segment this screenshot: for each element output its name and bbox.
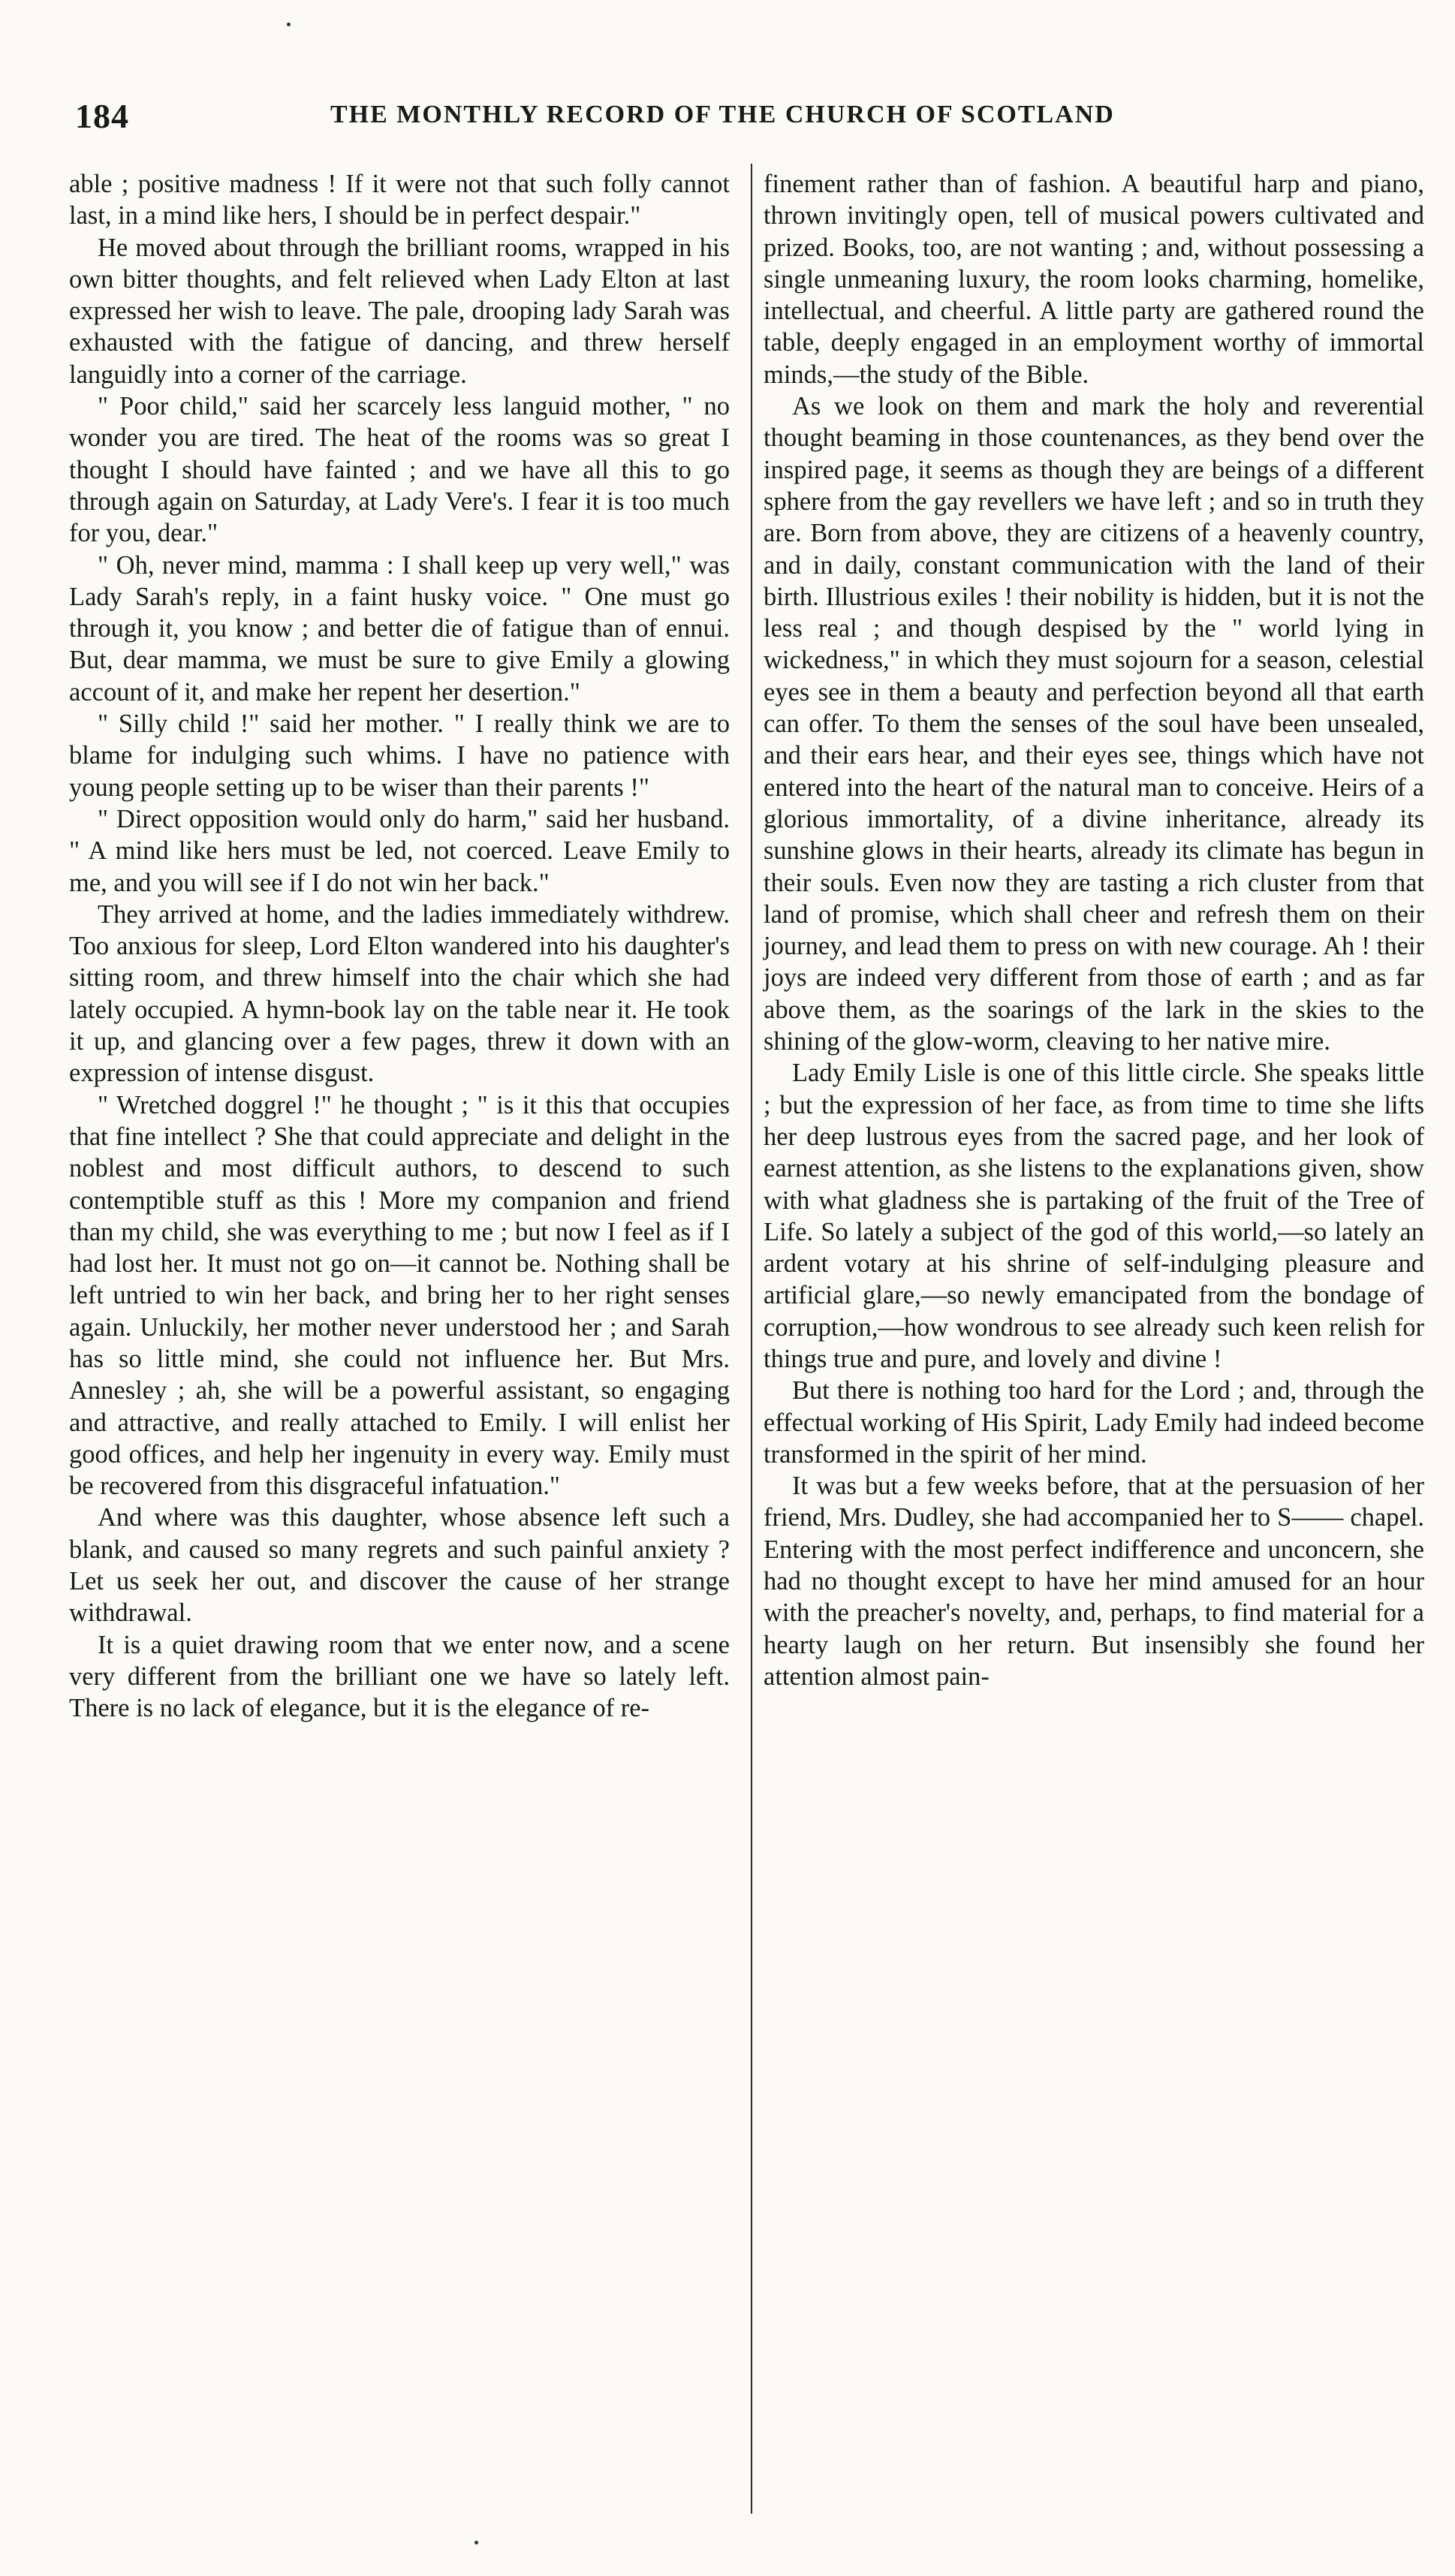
paragraph: " Silly child !" said her mother. " I really think we are to blame for indulging such whims. I have no patience with young people setting up to be wiser than their parents !": [69, 710, 730, 802]
paragraph: It is a quiet drawing room that we enter now, and a scene very different from the brilliant one we have so lately left. There is no lack of elegance, but it is the elegance of re-: [69, 1630, 730, 1723]
paragraph: It was but a few weeks before, that at the persuasion of her friend, Mrs. Dudley, she had accompanied her to S—— chapel. Entering with the most perfect indifference and unconcern, she had no thought except to have her mind amused for an hour with the preacher's novelty, and, perhaps, to find material for a hearty laugh on her return. But insensibly she found her attention almost pain-: [764, 1472, 1424, 1691]
right-column: [764, 168, 1424, 1692]
paragraph: He moved about through the brilliant rooms, wrapped in his own bitter thoughts, and felt relieved when Lady Elton at last expressed her wish to leave. The pale, drooping lady Sarah was exhausted with the fatigue of dancing, and threw herself languidly into a corner of the carriage.: [69, 233, 730, 389]
paragraph: But there is nothing too hard for the Lord ; and, through the effectual working of His Spirit, Lady Emily had indeed become transformed in the spirit of her mind.: [764, 1376, 1424, 1469]
paragraph: And where was this daughter, whose absence left such a blank, and caused so many regrets and such painful anxiety ? Let us seek her out, and discover the cause of her strange withdrawal.: [69, 1503, 730, 1628]
paragraph: " Wretched doggrel !" he thought ; " is it this that occupies that fine intellect ? She that could appreciate and delight in the noblest and most difficult authors, to descend to such contemptible stuff as this ! More my companion and friend than my child, she was everything to me ; but now I feel as if I had lost her. It must not go on—it cannot be. Nothing shall be left untried to win her back, and bring her to her right senses again. Unluckily, her mother never understood her ; and Sarah has so little mind, she could not influence her. But Mrs. Annesley ; ah, she will be a powerful assistant, so engaging and attractive, and really attached to Emily. I will enlist her good offices, and help her ingenuity in every way. Emily must be recovered from this disgraceful infatuation.": [69, 1090, 730, 1501]
paragraph: They arrived at home, and the ladies immediately withdrew. Too anxious for sleep, Lord Elton wandered into his daughter's sitting room, and threw himself into the chair which she had lately occupied. A hymn-book lay on the table near it. He took it up, and glancing over a few pages, threw it down with an expression of intense disgust.: [69, 899, 730, 1088]
running-title: THE MONTHLY RECORD OF THE CHURCH OF SCOTLAND: [330, 101, 1115, 128]
stray-ink-mark: [474, 2541, 478, 2544]
paragraph: " Oh, never mind, mamma : I shall keep up very well," was Lady Sarah's reply, in a faint husky voice. " One must go through it, you know ; and better die of fatigue than of ennui. But, dear mamma, we must be sure to give Emily a glowing account of it, and make her repent her desertion.": [69, 550, 730, 707]
column-divider: [751, 164, 752, 2514]
page-header: [75, 96, 1411, 141]
paragraph: " Direct opposition would only do harm," said her husband. " A mind like hers must be led, not coerced. Leave Emily to me, and you will see if I do not win her back.": [69, 804, 730, 897]
paragraph: " Poor child," said her scarcely less languid mother, " no wonder you are tired. The heat of the rooms was so great I thought I should have fainted ; and we have all this to go through again on Saturday, at Lady Vere's. I fear it is too much for you, dear.": [69, 392, 730, 548]
paragraph: As we look on them and mark the holy and reverential thought beaming in those countenances, as they bend over the inspired page, it seems as though they are beings of a different sphere from the gay revellers we have left ; and so in truth they are. Born from above, they are citizens of a heavenly country, and in daily, constant communication with the land of their birth. Illustrious exiles ! their nobility is hidden, but it is not the less real ; and though despised by the " world lying in wickedness," in which they must sojourn for a season, celestial eyes see in them a beauty and perfection beyond all that earth can offer. To them the senses of the soul have been unsealed, and their ears hear, and their eyes see, things which have not entered into the heart of the natural man to conceive. Heirs of a glorious immortality, of a divine inheritance, already its sunshine glows in their hearts, already its climate has begun in their souls. Even now they are tasting a rich cluster from that land of promise, which shall cheer and refresh them on their journey, and lead them to press on with new courage. Ah ! their joys are indeed very different from those of earth ; and as far above them, as the soarings of the lark in the skies to the shining of the glow-worm, cleaving to her native mire.: [764, 392, 1424, 1056]
paragraph: finement rather than of fashion. A beautiful harp and piano, thrown invitingly open, tell of musical powers cultivated and prized. Books, too, are not wanting ; and, without possessing a single unmeaning luxury, the room looks charming, homelike, intellectual, and cheerful. A little party are gathered round the table, deeply engaged in an employment worthy of immortal minds,—the study of the Bible.: [764, 170, 1424, 389]
paragraph: able ; positive madness ! If it were not that such folly cannot last, in a mind like hers, I should be in perfect despair.": [69, 170, 730, 230]
page-number: 184: [75, 97, 129, 135]
stray-ink-mark: [287, 23, 291, 26]
paragraph: Lady Emily Lisle is one of this little circle. She speaks little ; but the expression of her face, as from time to time she lifts her deep lustrous eyes from the sacred page, and her look of earnest attention, as she listens to the explanations given, show with what gladness she is partaking of the fruit of the Tree of Life. So lately a subject of the god of this world,—so lately an ardent votary at his shrine of self-indulging pleasure and artificial glare,—so newly emancipated from the bondage of corruption,—how wondrous to see already such keen relish for things true and pure, and lovely and divine !: [764, 1059, 1424, 1373]
left-column: [69, 168, 730, 1725]
